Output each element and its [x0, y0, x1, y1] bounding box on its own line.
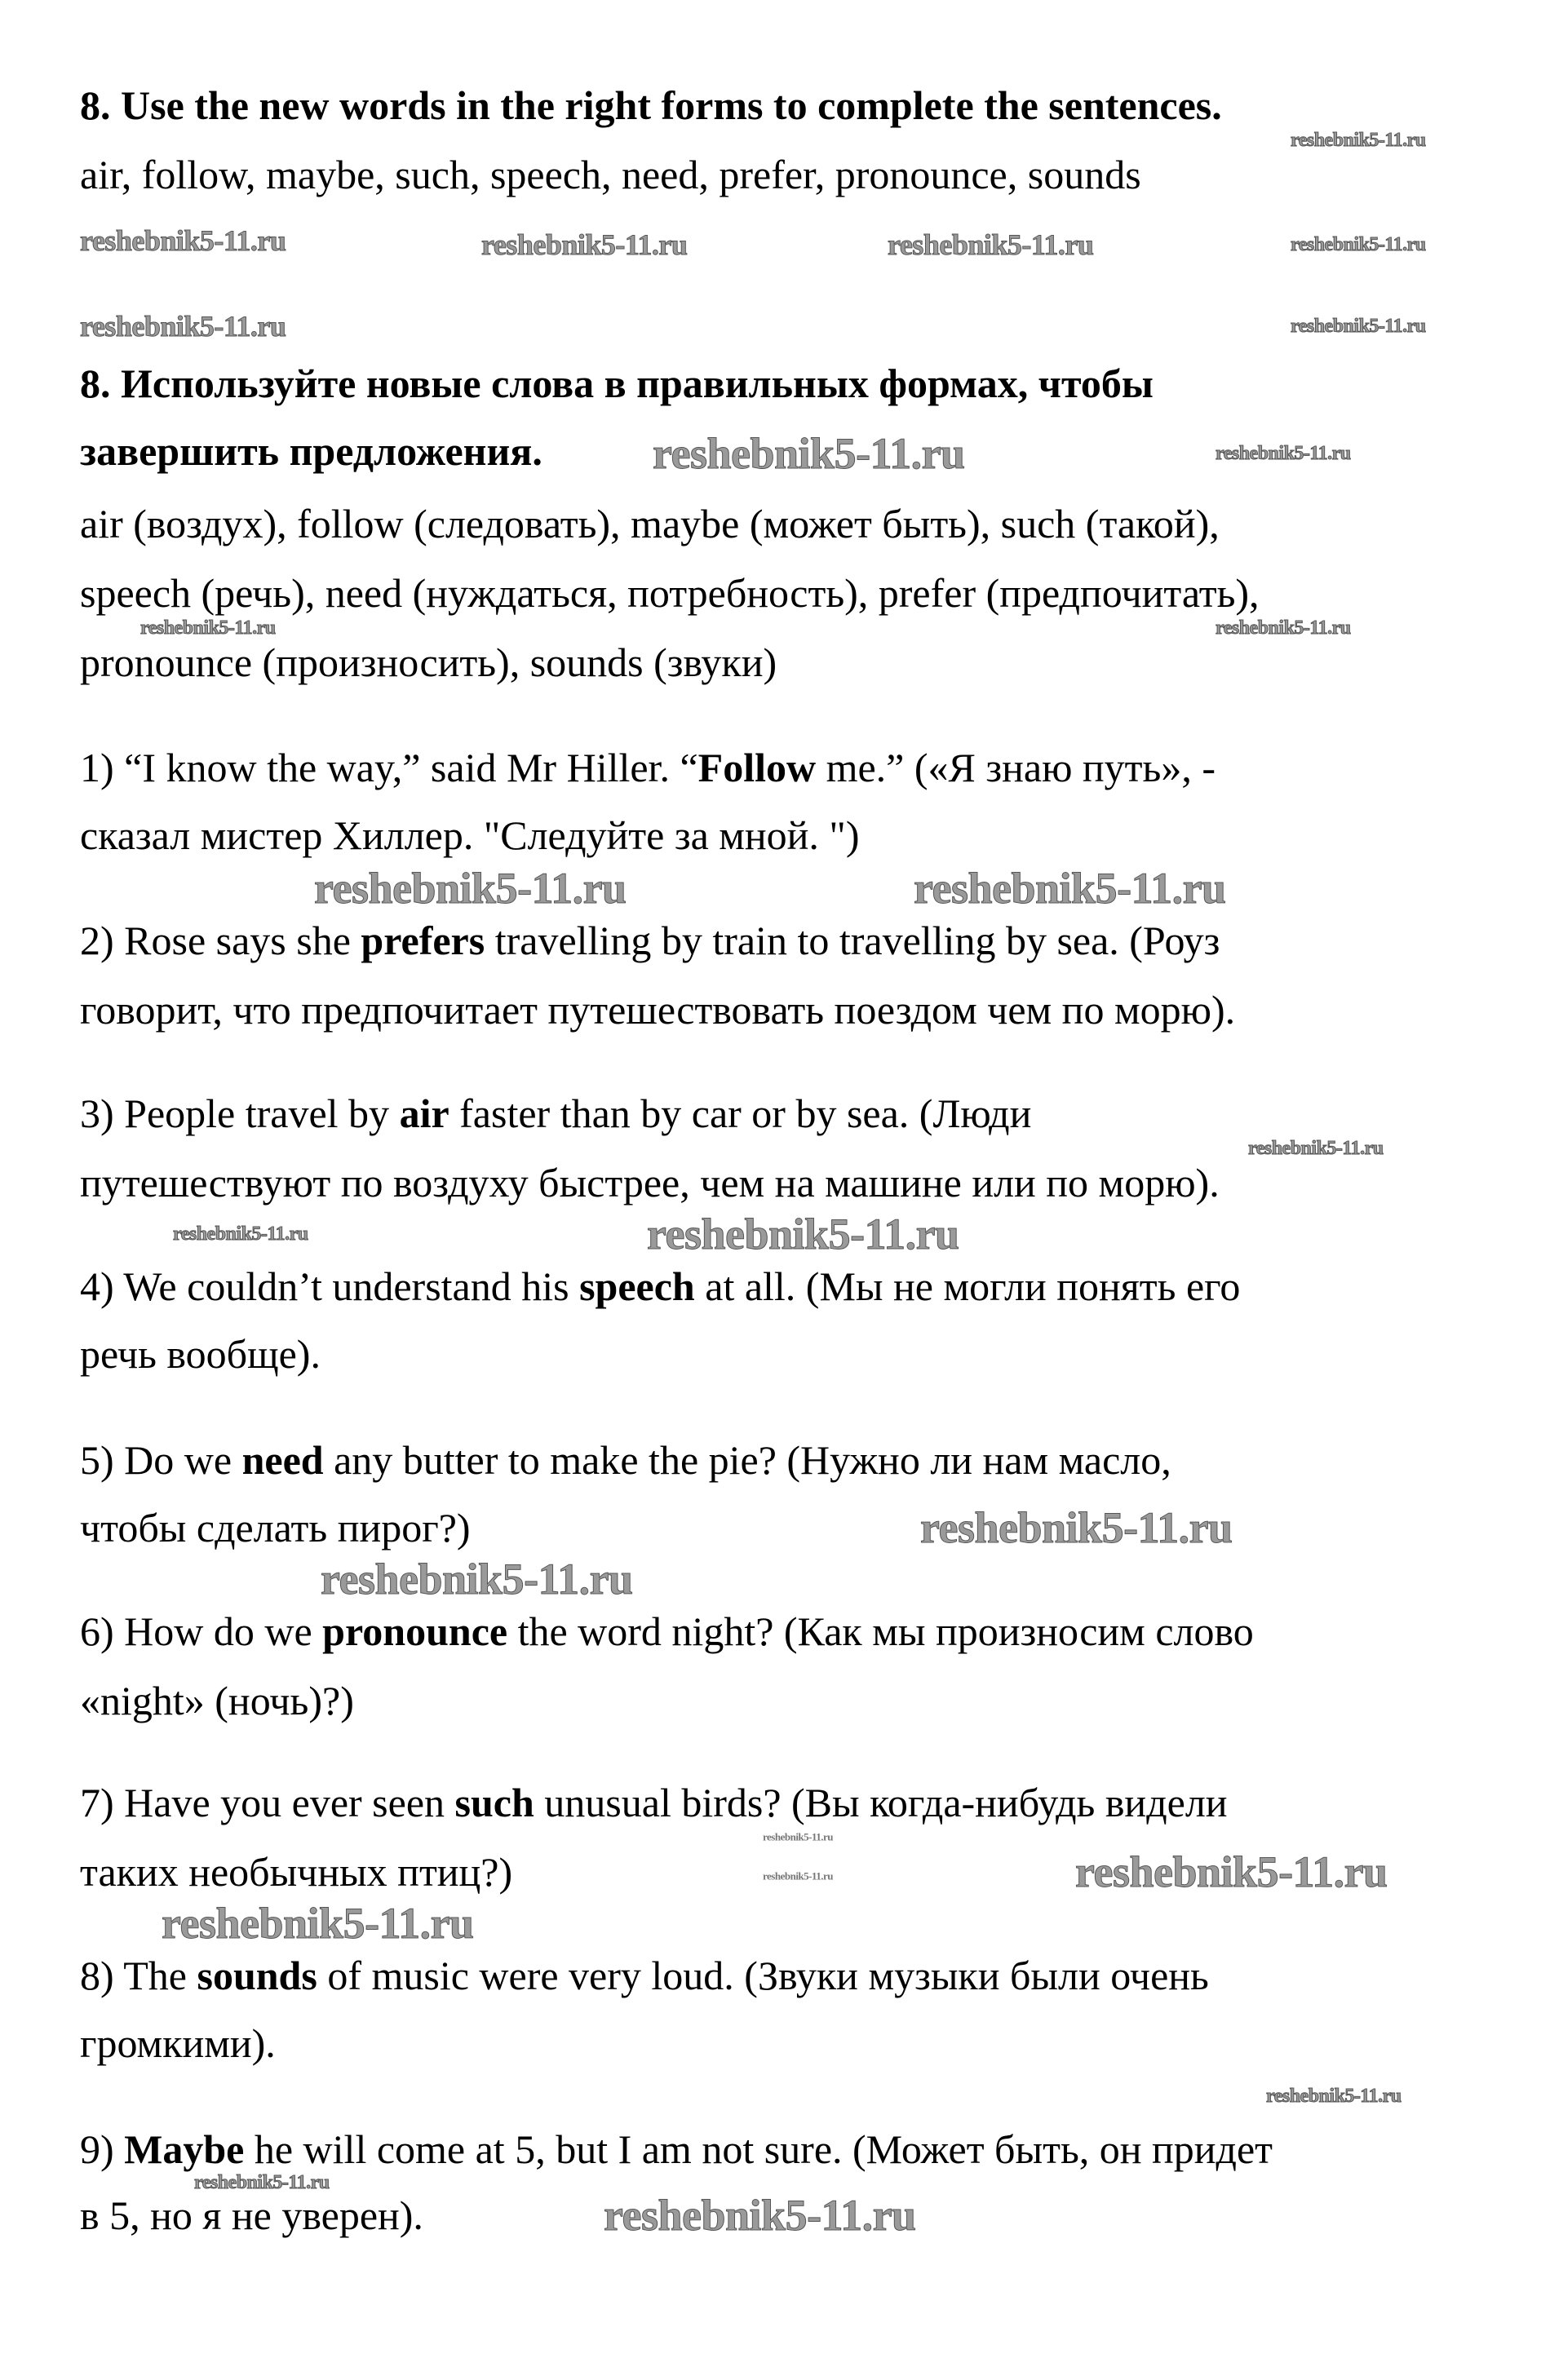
text-segment: «night» (ночь)?): [80, 1678, 354, 1723]
text-segment: 8. Use the new words in the right forms to complete the sentences.: [80, 82, 1222, 128]
text-segment: of music were very loud. (Звуки музыки были очень: [317, 1953, 1209, 1998]
watermark: reshebnik5-11.ru: [1075, 1847, 1388, 1896]
watermark: reshebnik5-11.ru: [888, 228, 1094, 261]
task-heading-en: [80, 82, 1222, 128]
sentence-1-line: [80, 812, 860, 858]
answer-word: prefers: [361, 918, 485, 963]
watermark: reshebnik5-11.ru: [314, 864, 627, 913]
sentence-1-line: [80, 745, 1216, 790]
watermark: reshebnik5-11.ru: [920, 1503, 1233, 1552]
sentence-9-line: [80, 2192, 423, 2238]
text-segment: air (воздух), follow (следовать), maybe (может быть), such (такой),: [80, 501, 1220, 546]
sentence-4-line: [80, 1331, 321, 1377]
sentence-3-line: [80, 1160, 1220, 1205]
text-segment: 2) Rose says she: [80, 918, 361, 963]
watermark: reshebnik5-11.ru: [653, 429, 965, 478]
text-segment: чтобы сделать пирог?): [80, 1505, 471, 1551]
text-segment: he will come at 5, but I am not sure. (Может быть, он придет: [244, 2126, 1273, 2172]
watermark: reshebnik5-11.ru: [1216, 617, 1351, 639]
text-segment: travelling by train to travelling by sea. (Роуз: [485, 918, 1220, 963]
sentence-6-line: [80, 1608, 1254, 1654]
text-segment: громкими).: [80, 2020, 276, 2066]
sentence-2-line: [80, 918, 1220, 963]
watermark: reshebnik5-11.ru: [321, 1555, 633, 1604]
text-segment: faster than by car or by sea. (Люди: [449, 1090, 1032, 1136]
word-list-ru: [80, 639, 777, 685]
text-segment: me.” («Я знаю путь», -: [816, 745, 1216, 790]
text-segment: сказал мистер Хиллер. "Следуйте за мной. "): [80, 812, 860, 858]
text-segment: в 5, но я не уверен).: [80, 2192, 423, 2238]
text-segment: 7) Have you ever seen: [80, 1780, 455, 1825]
text-segment: 6) How do we: [80, 1608, 323, 1654]
answer-word: sounds: [197, 1953, 317, 1998]
watermark: reshebnik5-11.ru: [140, 617, 276, 639]
sentence-7-line: [80, 1780, 1228, 1825]
watermark: reshebnik5-11.ru: [1291, 234, 1426, 255]
text-segment: 5) Do we: [80, 1437, 242, 1483]
answer-word: need: [241, 1437, 324, 1483]
text-segment: the word night? (Как мы произносим слово: [507, 1608, 1254, 1654]
watermark: reshebnik5-11.ru: [763, 1830, 834, 1843]
watermark: reshebnik5-11.ru: [1291, 130, 1426, 151]
text-segment: говорит, что предпочитает путешествовать поездом чем по морю).: [80, 987, 1236, 1033]
answer-word: air: [399, 1090, 449, 1136]
text-segment: 3) People travel by: [80, 1090, 400, 1136]
sentence-5-line: [80, 1437, 1171, 1483]
sentence-6-line: [80, 1678, 354, 1723]
task-heading-ru: [80, 428, 542, 474]
text-segment: speech (речь), need (нуждаться, потребность), prefer (предпочитать),: [80, 570, 1260, 616]
answer-word: Maybe: [124, 2126, 245, 2172]
task-heading-ru: [80, 361, 1154, 406]
word-list-ru: [80, 570, 1260, 616]
word-list-ru: [80, 501, 1220, 546]
text-segment: путешествуют по воздуху быстрее, чем на машине или по морю).: [80, 1160, 1220, 1205]
answer-word: pronounce: [322, 1608, 508, 1654]
text-segment: 4) We couldn’t understand his: [80, 1263, 580, 1309]
watermark: reshebnik5-11.ru: [481, 228, 688, 261]
text-segment: unusual birds? (Вы когда-нибудь видели: [534, 1780, 1228, 1825]
text-segment: 9): [80, 2126, 125, 2172]
watermark: reshebnik5-11.ru: [80, 224, 286, 257]
text-segment: завершить предложения.: [80, 428, 542, 474]
text-segment: any butter to make the pie? (Нужно ли нам масло,: [323, 1437, 1171, 1483]
sentence-3-line: [80, 1090, 1031, 1136]
watermark: reshebnik5-11.ru: [1248, 1138, 1384, 1159]
text-segment: 8. Используйте новые слова в правильных формах, чтобы: [80, 361, 1154, 406]
answer-word: speech: [579, 1263, 695, 1309]
watermark: reshebnik5-11.ru: [647, 1210, 959, 1259]
watermark: reshebnik5-11.ru: [80, 310, 286, 343]
watermark: reshebnik5-11.ru: [763, 1869, 834, 1882]
text-segment: 1) “I know the way,” said Mr Hiller. “: [80, 745, 698, 790]
text-segment: 8) The: [80, 1953, 197, 1998]
watermark: reshebnik5-11.ru: [162, 1899, 474, 1948]
answer-word: such: [454, 1780, 534, 1825]
watermark: reshebnik5-11.ru: [1216, 443, 1351, 464]
text-segment: at all. (Мы не могли понять его: [694, 1263, 1241, 1309]
word-list: [80, 152, 1141, 197]
sentence-4-line: [80, 1263, 1240, 1309]
sentence-8-line: [80, 1953, 1209, 1998]
watermark: reshebnik5-11.ru: [1291, 316, 1426, 337]
watermark: reshebnik5-11.ru: [604, 2191, 916, 2240]
watermark: reshebnik5-11.ru: [1266, 2086, 1402, 2107]
text-segment: pronounce (произносить), sounds (звуки): [80, 639, 777, 685]
watermark: reshebnik5-11.ru: [914, 864, 1226, 913]
watermark: reshebnik5-11.ru: [194, 2172, 330, 2193]
sentence-8-line: [80, 2020, 276, 2066]
text-segment: речь вообще).: [80, 1331, 321, 1377]
text-segment: air, follow, maybe, such, speech, need, prefer, pronounce, sounds: [80, 152, 1141, 197]
watermark: reshebnik5-11.ru: [173, 1223, 308, 1245]
sentence-5-line: [80, 1505, 471, 1551]
text-segment: таких необычных птиц?): [80, 1849, 513, 1895]
answer-word: Follow: [697, 745, 817, 790]
sentence-7-line: [80, 1849, 512, 1895]
sentence-9-line: [80, 2126, 1273, 2172]
sentence-2-line: [80, 987, 1235, 1033]
